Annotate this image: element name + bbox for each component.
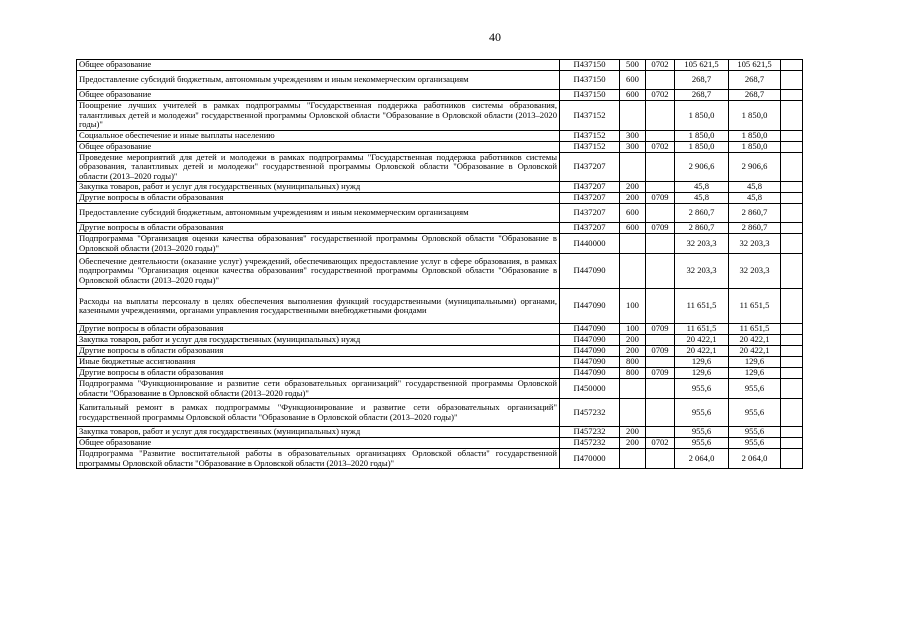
table-row xyxy=(77,234,803,254)
amount-cell: 955,6 xyxy=(675,427,729,438)
extra-cell xyxy=(781,427,803,438)
code-cell: П437207 xyxy=(560,182,620,193)
table-row xyxy=(77,152,803,182)
table-row xyxy=(77,60,803,71)
code-cell: П437207 xyxy=(560,223,620,234)
expense-type-cell xyxy=(620,152,646,182)
section-cell xyxy=(646,254,675,289)
section-cell: 0702 xyxy=(646,438,675,449)
amount-cell: 955,6 xyxy=(675,438,729,449)
extra-cell xyxy=(781,223,803,234)
table-row xyxy=(77,357,803,368)
section-cell xyxy=(646,204,675,223)
name-cell: Общее образование xyxy=(77,90,560,101)
table-row xyxy=(77,193,803,204)
extra-cell xyxy=(781,182,803,193)
amount-total-cell: 1 850,0 xyxy=(729,141,781,152)
amount-total-cell: 20 422,1 xyxy=(729,335,781,346)
section-cell: 0709 xyxy=(646,223,675,234)
expense-type-cell xyxy=(620,449,646,469)
code-cell: П457232 xyxy=(560,427,620,438)
name-cell: Общее образование xyxy=(77,141,560,152)
amount-total-cell: 955,6 xyxy=(729,399,781,427)
code-cell: П437152 xyxy=(560,130,620,141)
name-cell: Расходы на выплаты персоналу в целях обеспечения выполнения функций государственными (муниципальными) органами, казенными учреждениями, органами управления государственными внебюджетными фондами xyxy=(77,289,560,324)
table-row xyxy=(77,223,803,234)
name-cell: Закупка товаров, работ и услуг для государственных (муниципальных) нужд xyxy=(77,427,560,438)
section-cell xyxy=(646,379,675,399)
expense-type-cell: 200 xyxy=(620,335,646,346)
name-cell: Другие вопросы в области образования xyxy=(77,193,560,204)
expense-type-cell: 100 xyxy=(620,324,646,335)
amount-total-cell: 2 860,7 xyxy=(729,204,781,223)
table-row xyxy=(77,324,803,335)
expense-type-cell: 100 xyxy=(620,289,646,324)
section-cell xyxy=(646,234,675,254)
code-cell: П437207 xyxy=(560,152,620,182)
extra-cell xyxy=(781,449,803,469)
section-cell: 0709 xyxy=(646,368,675,379)
expense-type-cell xyxy=(620,399,646,427)
amount-total-cell: 268,7 xyxy=(729,90,781,101)
expense-type-cell: 800 xyxy=(620,357,646,368)
code-cell: П437150 xyxy=(560,71,620,90)
extra-cell xyxy=(781,204,803,223)
amount-cell: 45,8 xyxy=(675,182,729,193)
amount-cell: 955,6 xyxy=(675,399,729,427)
table-row xyxy=(77,449,803,469)
section-cell xyxy=(646,152,675,182)
expense-type-cell: 600 xyxy=(620,204,646,223)
extra-cell xyxy=(781,71,803,90)
code-cell: П447090 xyxy=(560,289,620,324)
extra-cell xyxy=(781,324,803,335)
name-cell: Капитальный ремонт в рамках подпрограммы "Функционирование и развитие сети образовательных организаций" государственной программы Орловской области "Образование в Орловской области (2013–2020 годы)" xyxy=(77,399,560,427)
table-row xyxy=(77,399,803,427)
expense-type-cell xyxy=(620,101,646,131)
extra-cell xyxy=(781,335,803,346)
code-cell: П447090 xyxy=(560,335,620,346)
page-number: 40 xyxy=(489,30,501,44)
section-cell: 0702 xyxy=(646,90,675,101)
extra-cell xyxy=(781,193,803,204)
name-cell: Подпрограмма "Организация оценки качества образования" государственной программы Орловской области "Образование в Орловской области (2013–2020 годы)" xyxy=(77,234,560,254)
table-row xyxy=(77,141,803,152)
expense-type-cell: 500 xyxy=(620,60,646,71)
expense-type-cell: 200 xyxy=(620,438,646,449)
table-row xyxy=(77,71,803,90)
name-cell: Закупка товаров, работ и услуг для государственных (муниципальных) нужд xyxy=(77,335,560,346)
code-cell: П450000 xyxy=(560,379,620,399)
amount-total-cell: 1 850,0 xyxy=(729,130,781,141)
name-cell: Другие вопросы в области образования xyxy=(77,324,560,335)
code-cell: П447090 xyxy=(560,346,620,357)
amount-total-cell: 955,6 xyxy=(729,438,781,449)
expense-type-cell: 200 xyxy=(620,427,646,438)
name-cell: Иные бюджетные ассигнования xyxy=(77,357,560,368)
table-row xyxy=(77,101,803,131)
amount-total-cell: 2 906,6 xyxy=(729,152,781,182)
extra-cell xyxy=(781,234,803,254)
extra-cell xyxy=(781,399,803,427)
expense-type-cell: 800 xyxy=(620,368,646,379)
amount-cell: 11 651,5 xyxy=(675,324,729,335)
table-row xyxy=(77,427,803,438)
amount-total-cell: 45,8 xyxy=(729,193,781,204)
code-cell: П447090 xyxy=(560,357,620,368)
extra-cell xyxy=(781,152,803,182)
section-cell xyxy=(646,357,675,368)
amount-cell: 1 850,0 xyxy=(675,141,729,152)
section-cell: 0702 xyxy=(646,60,675,71)
amount-cell: 20 422,1 xyxy=(675,335,729,346)
section-cell xyxy=(646,335,675,346)
extra-cell xyxy=(781,130,803,141)
table-row xyxy=(77,346,803,357)
name-cell: Подпрограмма "Функционирование и развитие сети образовательных организаций" государственной программы Орловской области "Образование в Орловской области (2013–2020 годы)" xyxy=(77,379,560,399)
expense-type-cell: 300 xyxy=(620,130,646,141)
expense-type-cell: 200 xyxy=(620,346,646,357)
budget-table-body xyxy=(77,60,803,469)
extra-cell xyxy=(781,90,803,101)
amount-total-cell: 11 651,5 xyxy=(729,289,781,324)
table-row xyxy=(77,130,803,141)
section-cell xyxy=(646,101,675,131)
amount-total-cell: 2 860,7 xyxy=(729,223,781,234)
section-cell: 0709 xyxy=(646,193,675,204)
extra-cell xyxy=(781,254,803,289)
code-cell: П447090 xyxy=(560,254,620,289)
table-row xyxy=(77,379,803,399)
table-row xyxy=(77,254,803,289)
amount-total-cell: 105 621,5 xyxy=(729,60,781,71)
amount-cell: 1 850,0 xyxy=(675,101,729,131)
expense-type-cell: 600 xyxy=(620,90,646,101)
extra-cell xyxy=(781,357,803,368)
name-cell: Общее образование xyxy=(77,60,560,71)
extra-cell xyxy=(781,60,803,71)
amount-cell: 32 203,3 xyxy=(675,234,729,254)
expense-type-cell: 300 xyxy=(620,141,646,152)
name-cell: Предоставление субсидий бюджетным, автономным учреждениям и иным некоммерческим организациям xyxy=(77,204,560,223)
table-row xyxy=(77,182,803,193)
code-cell: П437152 xyxy=(560,141,620,152)
amount-cell: 1 850,0 xyxy=(675,130,729,141)
code-cell: П437207 xyxy=(560,204,620,223)
section-cell xyxy=(646,130,675,141)
section-cell: 0709 xyxy=(646,324,675,335)
code-cell: П437150 xyxy=(560,90,620,101)
expense-type-cell xyxy=(620,234,646,254)
code-cell: П447090 xyxy=(560,368,620,379)
name-cell: Проведение мероприятий для детей и молодежи в рамках подпрограммы "Государственная поддержка работников системы образования, талантливых детей и молодежи" государственной программы Орловской области "Образование в Орловской области (2013–2020 годы)" xyxy=(77,152,560,182)
code-cell: П470000 xyxy=(560,449,620,469)
name-cell: Обеспечение деятельности (оказание услуг) учреждений, обеспечивающих предоставление услуг в сфере образования, в рамках подпрограммы "Организация оценки качества образования" государственной программы Орловской области "Образование в Орловской области (2013–2020 годы)" xyxy=(77,254,560,289)
amount-total-cell: 32 203,3 xyxy=(729,234,781,254)
name-cell: Другие вопросы в области образования xyxy=(77,368,560,379)
extra-cell xyxy=(781,141,803,152)
amount-total-cell: 20 422,1 xyxy=(729,346,781,357)
extra-cell xyxy=(781,101,803,131)
expense-type-cell xyxy=(620,254,646,289)
code-cell: П440000 xyxy=(560,234,620,254)
amount-cell: 105 621,5 xyxy=(675,60,729,71)
expense-type-cell: 200 xyxy=(620,182,646,193)
name-cell: Общее образование xyxy=(77,438,560,449)
name-cell: Закупка товаров, работ и услуг для государственных (муниципальных) нужд xyxy=(77,182,560,193)
name-cell: Поощрение лучших учителей в рамках подпрограммы "Государственная поддержка работников системы образования, талантливых детей и молодежи" государственной программы Орловской области "Образование в Орловской области (2013–2020 годы)" xyxy=(77,101,560,131)
amount-cell: 45,8 xyxy=(675,193,729,204)
amount-cell: 32 203,3 xyxy=(675,254,729,289)
amount-total-cell: 11 651,5 xyxy=(729,324,781,335)
code-cell: П437152 xyxy=(560,101,620,131)
name-cell: Социальное обеспечение и иные выплаты населению xyxy=(77,130,560,141)
extra-cell xyxy=(781,289,803,324)
name-cell: Подпрограмма "Развитие воспитательной работы в образовательных организациях Орловской области" государственной программы Орловской области "Образование в Орловской области (2013–2020 годы)" xyxy=(77,449,560,469)
table-row xyxy=(77,438,803,449)
amount-cell: 2 906,6 xyxy=(675,152,729,182)
amount-cell: 2 860,7 xyxy=(675,223,729,234)
table-row xyxy=(77,368,803,379)
table-row xyxy=(77,289,803,324)
amount-cell: 268,7 xyxy=(675,90,729,101)
code-cell: П457232 xyxy=(560,399,620,427)
section-cell: 0702 xyxy=(646,141,675,152)
name-cell: Другие вопросы в области образования xyxy=(77,223,560,234)
extra-cell xyxy=(781,368,803,379)
table-row xyxy=(77,90,803,101)
budget-table xyxy=(76,59,803,469)
table-row xyxy=(77,335,803,346)
code-cell: П457232 xyxy=(560,438,620,449)
expense-type-cell: 600 xyxy=(620,223,646,234)
amount-total-cell: 129,6 xyxy=(729,357,781,368)
extra-cell xyxy=(781,379,803,399)
expense-type-cell: 600 xyxy=(620,71,646,90)
extra-cell xyxy=(781,438,803,449)
amount-total-cell: 268,7 xyxy=(729,71,781,90)
section-cell xyxy=(646,427,675,438)
expense-type-cell xyxy=(620,379,646,399)
amount-total-cell: 1 850,0 xyxy=(729,101,781,131)
extra-cell xyxy=(781,346,803,357)
code-cell: П437207 xyxy=(560,193,620,204)
section-cell xyxy=(646,449,675,469)
name-cell: Другие вопросы в области образования xyxy=(77,346,560,357)
amount-cell: 268,7 xyxy=(675,71,729,90)
section-cell xyxy=(646,289,675,324)
code-cell: П437150 xyxy=(560,60,620,71)
amount-total-cell: 45,8 xyxy=(729,182,781,193)
amount-cell: 2 860,7 xyxy=(675,204,729,223)
amount-total-cell: 955,6 xyxy=(729,427,781,438)
section-cell xyxy=(646,399,675,427)
amount-total-cell: 2 064,0 xyxy=(729,449,781,469)
amount-cell: 129,6 xyxy=(675,357,729,368)
section-cell xyxy=(646,71,675,90)
amount-total-cell: 129,6 xyxy=(729,368,781,379)
amount-cell: 20 422,1 xyxy=(675,346,729,357)
expense-type-cell: 200 xyxy=(620,193,646,204)
amount-cell: 11 651,5 xyxy=(675,289,729,324)
amount-cell: 129,6 xyxy=(675,368,729,379)
section-cell xyxy=(646,182,675,193)
code-cell: П447090 xyxy=(560,324,620,335)
amount-total-cell: 955,6 xyxy=(729,379,781,399)
amount-cell: 955,6 xyxy=(675,379,729,399)
table-row xyxy=(77,204,803,223)
amount-cell: 2 064,0 xyxy=(675,449,729,469)
section-cell: 0709 xyxy=(646,346,675,357)
amount-total-cell: 32 203,3 xyxy=(729,254,781,289)
name-cell: Предоставление субсидий бюджетным, автономным учреждениям и иным некоммерческим организациям xyxy=(77,71,560,90)
